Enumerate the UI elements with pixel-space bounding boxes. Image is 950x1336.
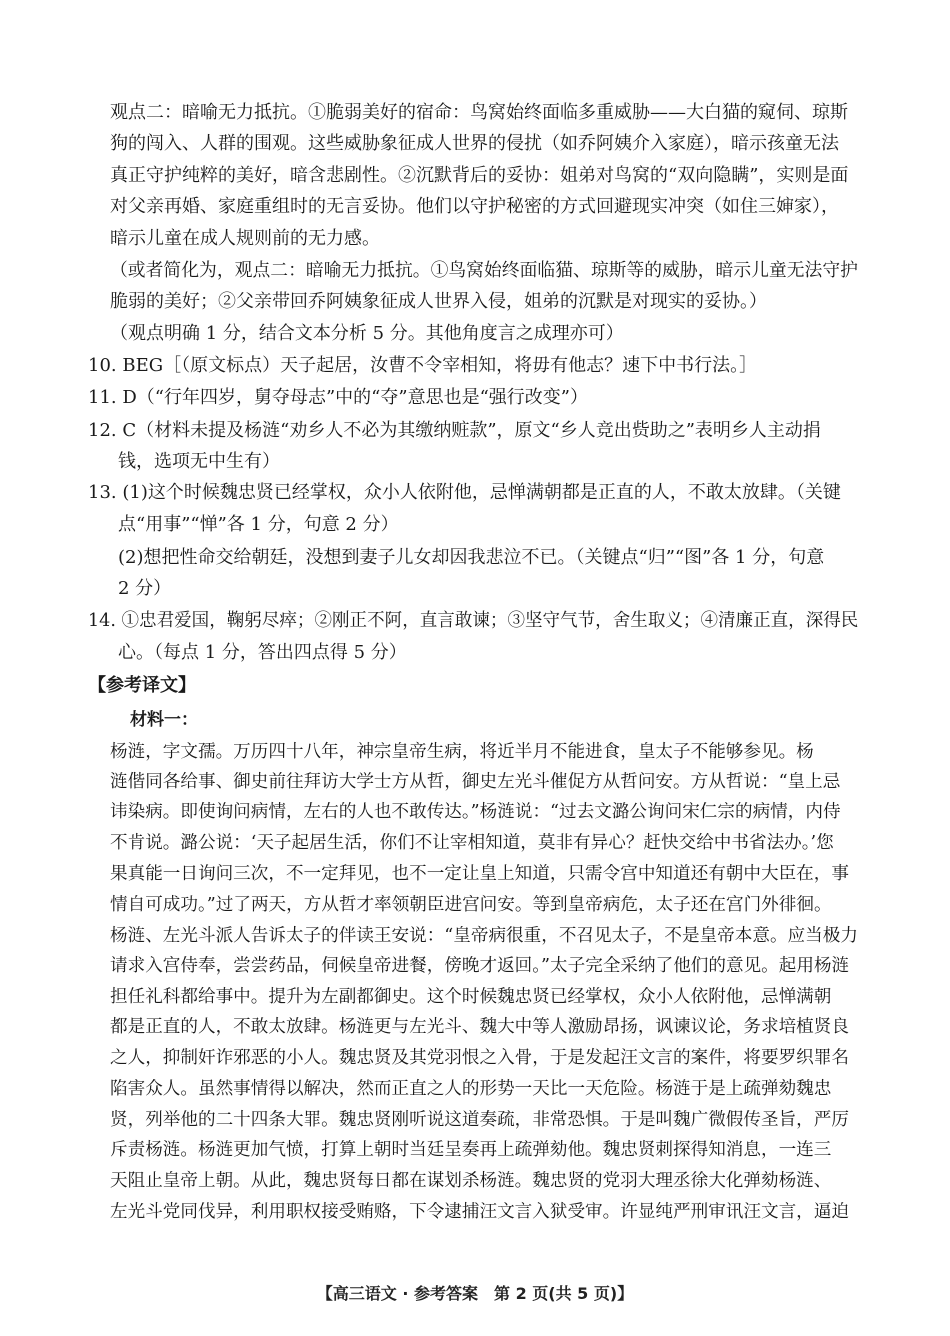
answer-line: （或者简化为，观点二：暗喻无力抵抗。①鸟窝始终面临猫、琼斯等的威胁，暗示儿童无法守护 (110, 260, 858, 281)
translation-line: 果真能一日询问三次，不一定拜见，也不一定让皇上知道，只需令宫中知道还有朝中大臣在，事 (110, 864, 849, 884)
answer-line: 对父亲再婚、家庭重组时的无言妥协。他们以守护秘密的方式回避现实冲突（如住三婶家）， (110, 196, 839, 217)
section-heading: 【参考译文】 (88, 675, 196, 696)
answer-item-10: 10. BEG［（原文标点）天子起居，汝曹不令宰相知，将毋有他志？速下中书行法。］ (88, 355, 758, 376)
translation-line: 杨涟、左光斗派人告诉太子的伴读王安说：“皇帝病很重，不召见太子，不是皇帝本意。应当极力 (110, 926, 858, 946)
translation-line: 天阻止皇帝上朝。从此，魏忠贤每日都在谋划杀杨涟。魏忠贤的党羽大理丞徐大化弹劾杨涟、 (110, 1171, 832, 1191)
translation-line: 情自可成功。”过了两天，方从哲才率领朝臣进宫问安。等到皇帝病危，太子还在宫门外徘徊。 (110, 895, 832, 915)
answer-line: 钱，选项无中生有） (118, 451, 280, 472)
translation-line: 左光斗党同伐异，利用职权接受贿赂，下令逮捕汪文言入狱受审。许显纯严刑审讯汪文言，逼迫 (110, 1202, 849, 1222)
answer-line: 狗的闯入、人群的围观。这些威胁象征成人世界的侵扰（如乔阿姨介入家庭），暗示孩童无法 (110, 133, 839, 154)
answer-line: 2 分） (118, 578, 172, 599)
answer-line: 心。（每点 1 分，答出四点得 5 分） (118, 642, 407, 663)
material-subheading: 材料一： (130, 710, 198, 730)
answer-line: （观点明确 1 分，结合文本分析 5 分。其他角度言之成理亦可） (110, 323, 624, 344)
translation-line: 之人，抑制奸诈邪恶的小人。魏忠贤及其党羽恨之入骨，于是发起汪文言的案件，将要罗织罪名 (110, 1048, 849, 1068)
translation-line: 都是正直的人，不敢太放肆。杨涟更与左光斗、魏大中等人激励昂扬，讽谏议论，务求培植贤良 (110, 1017, 849, 1037)
answer-line: 暗示儿童在成人规则前的无力感。 (110, 228, 380, 249)
translation-line: 不肯说。潞公说：‘天子起居生活，你们不让宰相知道，莫非有异心？赶快交给中书省法办。’您 (110, 833, 834, 853)
translation-line: 贤，列举他的二十四条大罪。魏忠贤刚听说这道奏疏，非常恐惧。于是叫魏广微假传圣旨，严厉 (110, 1110, 849, 1130)
answer-item-12: 12. C（材料未提及杨涟“劝乡人不必为其缴纳赃款”，原文“乡人竞出赀助之”表明乡人主动捐 (88, 420, 821, 441)
translation-line: 讳染病。即使询问病情，左右的人也不敢传达。”杨涟说：“过去文潞公询问宋仁宗的病情，内侍 (110, 802, 841, 822)
answer-item-11: 11. D（“行年四岁，舅夺母志”中的“夺”意思也是“强行改变”） (88, 387, 588, 408)
answer-item-13: 13. (1)这个时候魏忠贤已经掌权，众小人依附他，忌惮满朝都是正直的人，不敢太放肆。（关键 (88, 482, 841, 503)
translation-line: 陷害众人。虽然事情得以解决，然而正直之人的形势一天比一天危险。杨涟于是上疏弹劾魏忠 (110, 1079, 832, 1099)
translation-line: 斥责杨涟。杨涟更加气愤，打算上朝时当廷呈奏再上疏弹劾他。魏忠贤刺探得知消息，一连三 (110, 1140, 832, 1160)
answer-line: 观点二：暗喻无力抵抗。①脆弱美好的宿命：鸟窝始终面临多重威胁——大白猫的窥伺、琼斯 (110, 102, 848, 123)
translation-line: 涟偕同各给事、御史前往拜访大学士方从哲，御史左光斗催促方从哲问安。方从哲说：“皇上忌 (110, 772, 841, 792)
answer-line: 点“用事”“惮”各 1 分，句意 2 分） (118, 514, 399, 535)
translation-line: 请求入宫侍奉，尝尝药品，伺候皇帝进餐，傍晚才返回。”太子完全采纳了他们的意见。起用杨涟 (110, 956, 850, 976)
answer-line: (2)想把性命交给朝廷，没想到妻子儿女却因我悲泣不已。（关键点“归”“图”各 1 分，句意 (118, 547, 825, 568)
answer-line: 真正守护纯粹的美好，暗含悲剧性。②沉默背后的妥协：姐弟对鸟窝的“双向隐瞒”，实则是面 (110, 165, 849, 186)
page-footer: 【高三语文 · 参考答案 第 2 页(共 5 页)】 (316, 1284, 634, 1303)
translation-line: 担任礼科都给事中。提升为左副都御史。这个时候魏忠贤已经掌权，众小人依附他，忌惮满朝 (110, 987, 832, 1007)
translation-line: 杨涟，字文孺。万历四十八年，神宗皇帝生病，将近半月不能进食，皇太子不能够参见。杨 (110, 742, 814, 762)
answer-line: 脆弱的美好；②父亲带回乔阿姨象征成人世界入侵，姐弟的沉默是对现实的妥协。） (110, 291, 767, 312)
answer-item-14: 14. ①忠君爱国，鞠躬尽瘁；②刚正不阿，直言敢谏；③坚守气节，舍生取义；④清廉正直，深得民 (88, 610, 859, 631)
